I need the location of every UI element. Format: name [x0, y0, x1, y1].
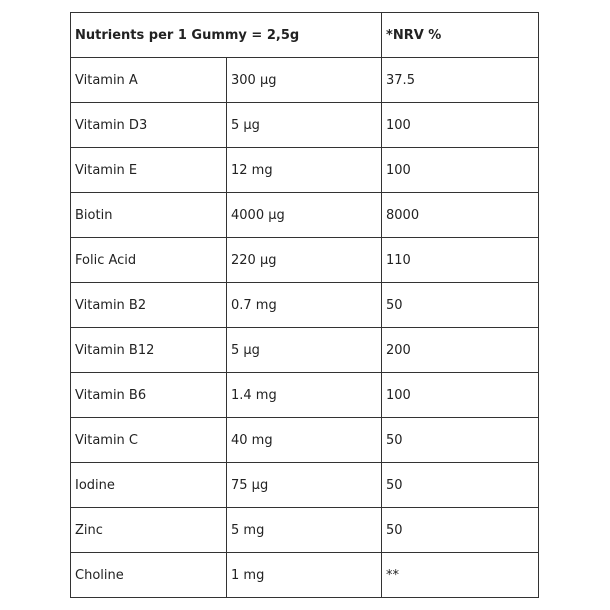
nutrient-name: Iodine [71, 463, 227, 508]
nutrient-amount: 0.7 mg [227, 283, 382, 328]
table-row [71, 328, 539, 373]
nutrient-name: Folic Acid [71, 238, 227, 283]
nutrient-amount: 5 µg [227, 328, 382, 373]
nutrient-amount: 1 mg [227, 553, 382, 598]
nutrient-name: Vitamin A [71, 58, 227, 103]
nutrient-nrv: 100 [382, 373, 539, 418]
nutrient-amount: 1.4 mg [227, 373, 382, 418]
nutrient-nrv: 110 [382, 238, 539, 283]
table-row [71, 193, 539, 238]
nutrient-nrv: 100 [382, 148, 539, 193]
nutrient-name: Vitamin B6 [71, 373, 227, 418]
nutrient-nrv: 50 [382, 418, 539, 463]
nutrient-amount: 75 µg [227, 463, 382, 508]
nutrition-table [70, 12, 539, 598]
nutrient-nrv: 8000 [382, 193, 539, 238]
table-row [71, 553, 539, 598]
nutrient-name: Vitamin B2 [71, 283, 227, 328]
header-nutrients: Nutrients per 1 Gummy = 2,5g [71, 13, 382, 58]
nutrient-name: Choline [71, 553, 227, 598]
nutrient-amount: 300 µg [227, 58, 382, 103]
nutrient-amount: 5 µg [227, 103, 382, 148]
table-row [71, 58, 539, 103]
table-row [71, 238, 539, 283]
nutrient-amount: 12 mg [227, 148, 382, 193]
nutrient-nrv: 50 [382, 508, 539, 553]
nutrient-amount: 40 mg [227, 418, 382, 463]
nutrient-name: Vitamin E [71, 148, 227, 193]
nutrient-nrv: 50 [382, 463, 539, 508]
table-header-row [71, 13, 539, 58]
table-row [71, 463, 539, 508]
nutrient-nrv: 100 [382, 103, 539, 148]
nutrient-amount: 4000 µg [227, 193, 382, 238]
table-row [71, 103, 539, 148]
nutrient-name: Zinc [71, 508, 227, 553]
table-row [71, 508, 539, 553]
nutrient-name: Vitamin D3 [71, 103, 227, 148]
header-nrv: *NRV % [382, 13, 539, 58]
nutrient-amount: 220 µg [227, 238, 382, 283]
table-row [71, 373, 539, 418]
table-row [71, 148, 539, 193]
nutrient-nrv: 200 [382, 328, 539, 373]
nutrient-name: Vitamin B12 [71, 328, 227, 373]
nutrient-name: Vitamin C [71, 418, 227, 463]
table-row [71, 418, 539, 463]
nutrient-amount: 5 mg [227, 508, 382, 553]
nutrient-nrv: 37.5 [382, 58, 539, 103]
nutrient-nrv: 50 [382, 283, 539, 328]
table-row [71, 283, 539, 328]
nutrient-name: Biotin [71, 193, 227, 238]
nutrient-nrv: ** [382, 553, 539, 598]
